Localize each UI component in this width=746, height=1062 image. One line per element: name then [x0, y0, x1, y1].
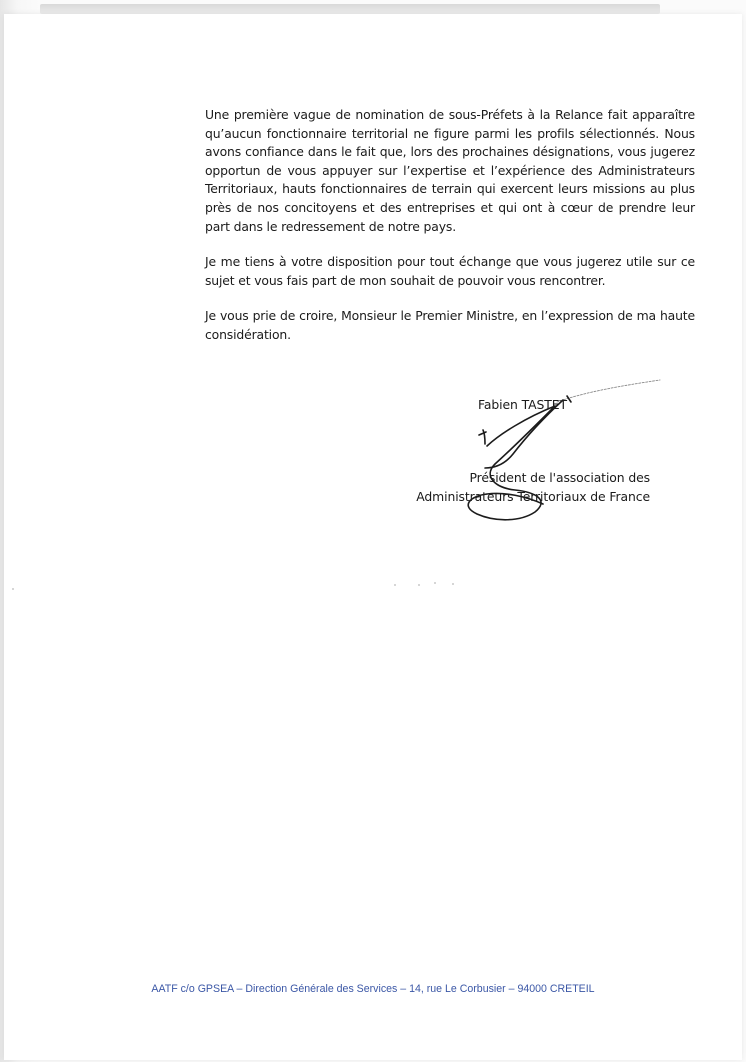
handwritten-signature-icon: [455, 372, 670, 527]
paragraph-closing: Je vous prie de croire, Monsieur le Premier Ministre, en l’expression de ma haute considération.: [205, 308, 695, 342]
scan-speck: [434, 582, 436, 584]
scan-speck: [418, 584, 420, 586]
letter-body: [205, 106, 695, 362]
scan-speck: [394, 584, 396, 586]
scan-speck: [452, 583, 454, 585]
signer-role-line-2: Administrateurs Territoriaux de France: [416, 489, 650, 504]
previous-page-edge: [40, 4, 660, 14]
footer-address: AATF c/o GPSEA – Direction Générale des Services – 14, rue Le Corbusier – 94000 CRETEIL: [151, 983, 595, 995]
paragraph-disposition: Je me tiens à votre disposition pour tout échange que vous jugerez utile sur ce sujet et vous fais part de mon souhait de pouvoir vous rencontrer.: [205, 254, 695, 288]
signer-name: Fabien TASTET: [478, 397, 567, 412]
signer-role-line-1: Président de l'association des: [469, 470, 650, 485]
paragraph-nomination: Une première vague de nomination de sous-Préfets à la Relance fait apparaître qu’aucun fonctionnaire territorial ne figure parmi les profils sélectionnés. Nous avons confiance dans le fait que, lors des prochaines désignations, vous jugerez opportun de vous appuyer sur l’expertise et l’expérience des Administrateurs Territoriaux, hauts fonctionnaires de terrain qui exercent leurs missions au plus près de nos concitoyens et des entreprises et qui ont à cœur de prendre leur part dans le redressement de notre pays.: [205, 107, 695, 234]
scan-speck: [12, 588, 14, 590]
